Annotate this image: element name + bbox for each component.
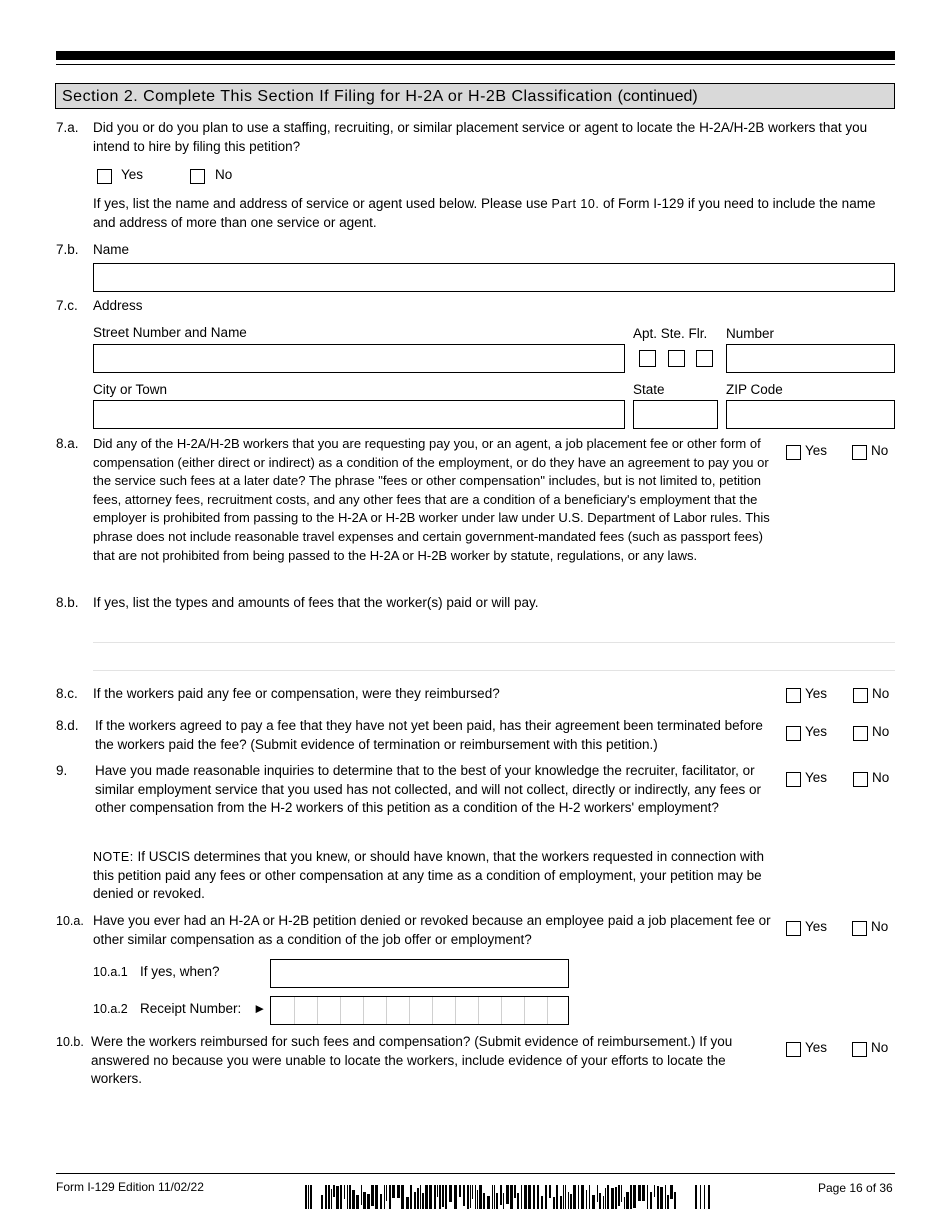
barcode-image (305, 1185, 713, 1209)
street-label: Street Number and Name (93, 325, 247, 340)
q9-no-checkbox[interactable] (853, 772, 868, 787)
barcode-bar (454, 1185, 457, 1209)
q8d-text: If the workers agreed to pay a fee that they have not yet been paid, has their agreement been terminated before the workers paid the fee? (Submit evidence of termination or reimbursement with this petition.) (95, 718, 763, 752)
q9-yes-label: Yes (805, 770, 828, 785)
barcode-bar (352, 1190, 355, 1209)
q7c-number: 7.c. (56, 298, 78, 313)
barcode-bar (367, 1194, 370, 1209)
barcode-bar (665, 1185, 666, 1209)
barcode-bar (449, 1185, 452, 1202)
q8a-no-checkbox[interactable] (852, 445, 867, 460)
barcode-bar (414, 1192, 416, 1209)
barcode-bar (479, 1185, 482, 1209)
q8c-no-checkbox[interactable] (853, 688, 868, 703)
barcode-bar (434, 1185, 436, 1209)
q10a1-label: If yes, when? (140, 964, 220, 979)
number-label: Number (726, 326, 775, 341)
barcode-bar (305, 1185, 307, 1209)
q8d-no-label: No (872, 724, 890, 739)
barcode-bar (420, 1185, 421, 1209)
q8d-no-checkbox[interactable] (853, 726, 868, 741)
top-thick-rule (56, 51, 895, 60)
q8a-text: Did any of the H-2A/H-2B workers that you are requesting pay you, or an agent, a job placement fee or other form of compensation (either direct or indirect) as a condition of the employment, or do they have an agreement to pay you or the service such fees at a later date? The phrase "fees or other compensation" includes, but is not limited to, petition fees, attorney fees, recruitment costs, and any other fees that are a condition of a beneficiary's employment that the employer is prohibited from passing to the H-2A or H-2B worker under law under U.S. Department of Labor rules. This phrase does not include reasonable travel expenses and certain government-mandated fees (such as passport fees) that are not prohibited from being passed to the H-2A or H-2B worker by statute, regulations, or any laws. (93, 436, 770, 563)
barcode-bar (621, 1185, 622, 1202)
barcode-bar (321, 1195, 323, 1209)
q8c-yes-label: Yes (805, 686, 828, 701)
barcode-bar (670, 1185, 673, 1199)
section-continued: (continued) (617, 88, 698, 105)
q10b-yes-label: Yes (805, 1040, 828, 1055)
barcode-bar (674, 1192, 676, 1209)
q10a-no-label: No (871, 919, 889, 934)
barcode-bar (650, 1192, 652, 1209)
receipt-cell-divider (455, 997, 456, 1024)
barcode-bar (494, 1185, 495, 1209)
q8b-number: 8.b. (56, 595, 79, 610)
section-header (55, 83, 895, 109)
q8d-yes-label: Yes (805, 724, 828, 739)
barcode-bar (347, 1185, 348, 1209)
barcode-bar (483, 1193, 485, 1209)
barcode-bar (560, 1196, 562, 1209)
barcode-bar (708, 1185, 710, 1209)
barcode-bar (654, 1185, 655, 1197)
barcode-bar (586, 1190, 587, 1209)
street-input[interactable] (93, 344, 625, 373)
q7a-no-label: No (215, 167, 233, 182)
q10a-yes-label: Yes (805, 919, 828, 934)
top-thin-rule (56, 64, 895, 65)
q10a-text: Have you ever had an H-2A or H-2B petition denied or revoked because an employee paid a job placement fee or other similar compensation as a condition of the job offer or employment? (93, 913, 771, 947)
barcode-bar (422, 1193, 424, 1209)
flr-checkbox[interactable] (696, 350, 713, 367)
barcode-bar (700, 1185, 701, 1209)
q9-note (93, 848, 775, 904)
barcode-bar (363, 1192, 366, 1209)
barcode-bar (344, 1185, 345, 1199)
receipt-cell-divider (317, 997, 318, 1024)
barcode-bar (325, 1185, 327, 1209)
q9-text: Have you made reasonable inquiries to determine that to the best of your knowledge the recruiter, facilitator, or similar employment service that you used has not collected, and will not collect, directly or indirectly, any fees or other compensation from the H-2 workers of this petition as a condition of the H-2 workers' employment? (95, 763, 762, 815)
q10b-text: Were the workers reimbursed for such fees and compensation? (Submit evidence of reimbursement.) If you answered no because you were unable to locate the workers, include evidence of your efforts to locate the workers. (91, 1034, 733, 1086)
barcode-bar (607, 1185, 609, 1209)
barcode-bar (333, 1185, 335, 1197)
barcode-bar (500, 1185, 502, 1205)
q10a2-label: Receipt Number: (140, 1001, 242, 1016)
barcode-bar (660, 1187, 663, 1209)
barcode-bar (541, 1196, 543, 1209)
barcode-bar (397, 1185, 400, 1198)
barcode-bar (401, 1185, 404, 1209)
barcode-bar (349, 1185, 351, 1209)
receipt-cell-divider (524, 997, 525, 1024)
footer-form-edition: Form I-129 Edition 11/02/22 (56, 1180, 204, 1194)
barcode-bar (371, 1185, 374, 1206)
arrow-right-icon: ► (253, 1001, 267, 1016)
barcode-bar (592, 1195, 595, 1209)
barcode-bar (570, 1194, 572, 1209)
zip-input[interactable] (726, 400, 895, 429)
barcode-bar (549, 1185, 551, 1198)
footer-rule (56, 1173, 895, 1174)
barcode-bar (472, 1185, 473, 1199)
q7a-yes-label: Yes (121, 167, 144, 182)
barcode-bar (589, 1185, 590, 1209)
barcode-bar (521, 1185, 522, 1209)
q7a-instruction (93, 195, 893, 232)
barcode-bar (624, 1197, 625, 1209)
barcode-bar (565, 1185, 566, 1209)
q7c-label: Address (93, 298, 143, 313)
barcode-bar (459, 1185, 461, 1197)
footer-page-number: Page 16 of 36 (818, 1181, 893, 1195)
q7a-instruction-pre: If yes, list the name and address of service or agent used below. Please use (93, 196, 552, 211)
barcode-bar (361, 1185, 362, 1205)
barcode-bar (573, 1185, 576, 1209)
q8c-yes-checkbox[interactable] (786, 688, 801, 703)
barcode-bar (467, 1185, 469, 1209)
barcode-bar (470, 1185, 471, 1208)
section-title: Section 2. Complete This Section If Filing for H-2A or H-2B Classification (62, 88, 613, 105)
barcode-bar (603, 1196, 604, 1209)
barcode-bar (506, 1185, 509, 1204)
barcode-bar (356, 1195, 359, 1209)
barcode-bar (597, 1185, 598, 1202)
barcode-bar (695, 1185, 697, 1209)
barcode-bar (442, 1185, 444, 1207)
barcode-bar (578, 1185, 579, 1209)
barcode-bar (524, 1185, 527, 1209)
barcode-bar (487, 1196, 490, 1209)
receipt-cell-divider (409, 997, 410, 1024)
apt-label: Apt. Ste. Flr. (633, 326, 708, 341)
receipt-cell-divider (386, 997, 387, 1024)
barcode-bar (389, 1185, 391, 1209)
name-input[interactable] (93, 263, 895, 292)
q8a-no-label: No (871, 443, 889, 458)
barcode-bar (392, 1185, 395, 1198)
barcode-bar (492, 1185, 493, 1209)
barcode-bar (599, 1193, 601, 1209)
barcode-bar (445, 1185, 447, 1209)
barcode-bar (463, 1185, 465, 1206)
barcode-bar (618, 1185, 620, 1206)
q10b-yes-checkbox[interactable] (786, 1042, 801, 1057)
q8b-answer-line-1[interactable] (93, 642, 895, 643)
receipt-cell-divider (363, 997, 364, 1024)
q8d-yes-checkbox[interactable] (786, 726, 801, 741)
receipt-cell-divider (547, 997, 548, 1024)
barcode-bar (533, 1185, 535, 1209)
barcode-bar (630, 1185, 632, 1209)
q8c-number: 8.c. (56, 686, 78, 701)
ste-checkbox[interactable] (668, 350, 685, 367)
q7a-instruction-part: Part 10. (551, 197, 600, 211)
q10a-no-checkbox[interactable] (852, 921, 867, 936)
denial-date-input[interactable] (270, 959, 569, 988)
state-label: State (633, 382, 665, 397)
barcode-bar (437, 1185, 438, 1197)
barcode-bar (563, 1185, 564, 1209)
q8c-text: If the workers paid any fee or compensation, were they reimbursed? (93, 686, 500, 701)
barcode-bar (647, 1185, 648, 1209)
barcode-bar (439, 1185, 441, 1209)
barcode-bar (667, 1195, 669, 1209)
barcode-bar (568, 1192, 569, 1209)
barcode-bar (340, 1185, 342, 1209)
barcode-bar (336, 1186, 339, 1209)
receipt-number-input[interactable] (270, 996, 569, 1025)
q8b-text: If yes, list the types and amounts of fees that the worker(s) paid or will pay. (93, 595, 539, 610)
q7a-instruction-post: of Form I-129 if you need to include the name and address of more than one service or agent. (93, 196, 876, 230)
q10a-number: 10.a. (56, 914, 84, 928)
barcode-bar (386, 1185, 387, 1201)
barcode-bar (657, 1186, 659, 1209)
barcode-bar (556, 1185, 558, 1209)
state-select[interactable] (633, 400, 718, 429)
q10a2-number: 10.a.2 (93, 1002, 128, 1016)
barcode-bar (406, 1197, 409, 1209)
city-label: City or Town (93, 382, 168, 397)
receipt-cell-divider (501, 997, 502, 1024)
q9-note-label: NOTE: (93, 850, 134, 864)
zip-label: ZIP Code (726, 382, 783, 397)
barcode-bar (310, 1185, 312, 1209)
q7a-yes-checkbox[interactable] (97, 169, 112, 184)
barcode-bar (384, 1185, 385, 1209)
q8a-yes-checkbox[interactable] (786, 445, 801, 460)
city-input[interactable] (93, 400, 625, 429)
q9-number: 9. (56, 763, 68, 778)
barcode-bar (553, 1197, 555, 1209)
barcode-bar (633, 1185, 636, 1208)
q8b-answer-line-2[interactable] (93, 670, 895, 671)
apt-number-input[interactable] (726, 344, 895, 373)
barcode-bar (626, 1192, 629, 1209)
barcode-bar (528, 1185, 531, 1209)
barcode-bar (615, 1187, 617, 1209)
q10b-no-label: No (871, 1040, 889, 1055)
barcode-bar (503, 1193, 504, 1209)
barcode-bar (537, 1185, 539, 1209)
q7a-text: Did you or do you plan to use a staffing, recruiting, or similar placement service or agent to locate the H-2A/H-2B workers that you intend to hire by filing this petition? (93, 120, 868, 154)
barcode-bar (642, 1185, 645, 1201)
q7b-number: 7.b. (56, 242, 79, 257)
barcode-bar (510, 1185, 513, 1209)
barcode-bar (475, 1185, 476, 1209)
receipt-cell-divider (294, 997, 295, 1024)
q10a-yes-checkbox[interactable] (786, 921, 801, 936)
barcode-bar (581, 1185, 584, 1209)
q8a-number: 8.a. (56, 436, 79, 451)
barcode-bar (331, 1189, 332, 1209)
barcode-bar (417, 1188, 419, 1209)
barcode-bar (375, 1185, 378, 1209)
barcode-bar (517, 1193, 519, 1209)
barcode-bar (638, 1185, 641, 1201)
q8a-yes-label: Yes (805, 443, 828, 458)
barcode-bar (425, 1185, 428, 1209)
q7a-no-checkbox[interactable] (190, 169, 205, 184)
q7a-number: 7.a. (56, 120, 79, 135)
barcode-bar (477, 1190, 478, 1209)
q10b-no-checkbox[interactable] (852, 1042, 867, 1057)
barcode-bar (545, 1185, 547, 1209)
barcode-bar (410, 1185, 412, 1209)
barcode-bar (605, 1188, 606, 1209)
receipt-cell-divider (478, 997, 479, 1024)
q8d-number: 8.d. (56, 718, 79, 733)
barcode-bar (611, 1188, 614, 1209)
q9-no-label: No (872, 770, 890, 785)
receipt-cell-divider (340, 997, 341, 1024)
barcode-bar (514, 1185, 516, 1198)
barcode-bar (496, 1193, 498, 1209)
q7b-label: Name (93, 242, 130, 257)
q10b-number: 10.b. (56, 1035, 84, 1049)
barcode-bar (429, 1185, 432, 1209)
q10a1-number: 10.a.1 (93, 965, 128, 979)
q8c-no-label: No (872, 686, 890, 701)
barcode-bar (380, 1194, 382, 1209)
receipt-cell-divider (432, 997, 433, 1024)
barcode-bar (308, 1185, 309, 1209)
q9-yes-checkbox[interactable] (786, 772, 801, 787)
apt-checkbox[interactable] (639, 350, 656, 367)
barcode-bar (328, 1185, 330, 1209)
q9-note-text: If USCIS determines that you knew, or should have known, that the workers requested in connection with this petition paid any fees or other compensation at any time as a condition of employment, your petition may be denied or revoked. (93, 849, 765, 901)
barcode-bar (704, 1185, 705, 1209)
